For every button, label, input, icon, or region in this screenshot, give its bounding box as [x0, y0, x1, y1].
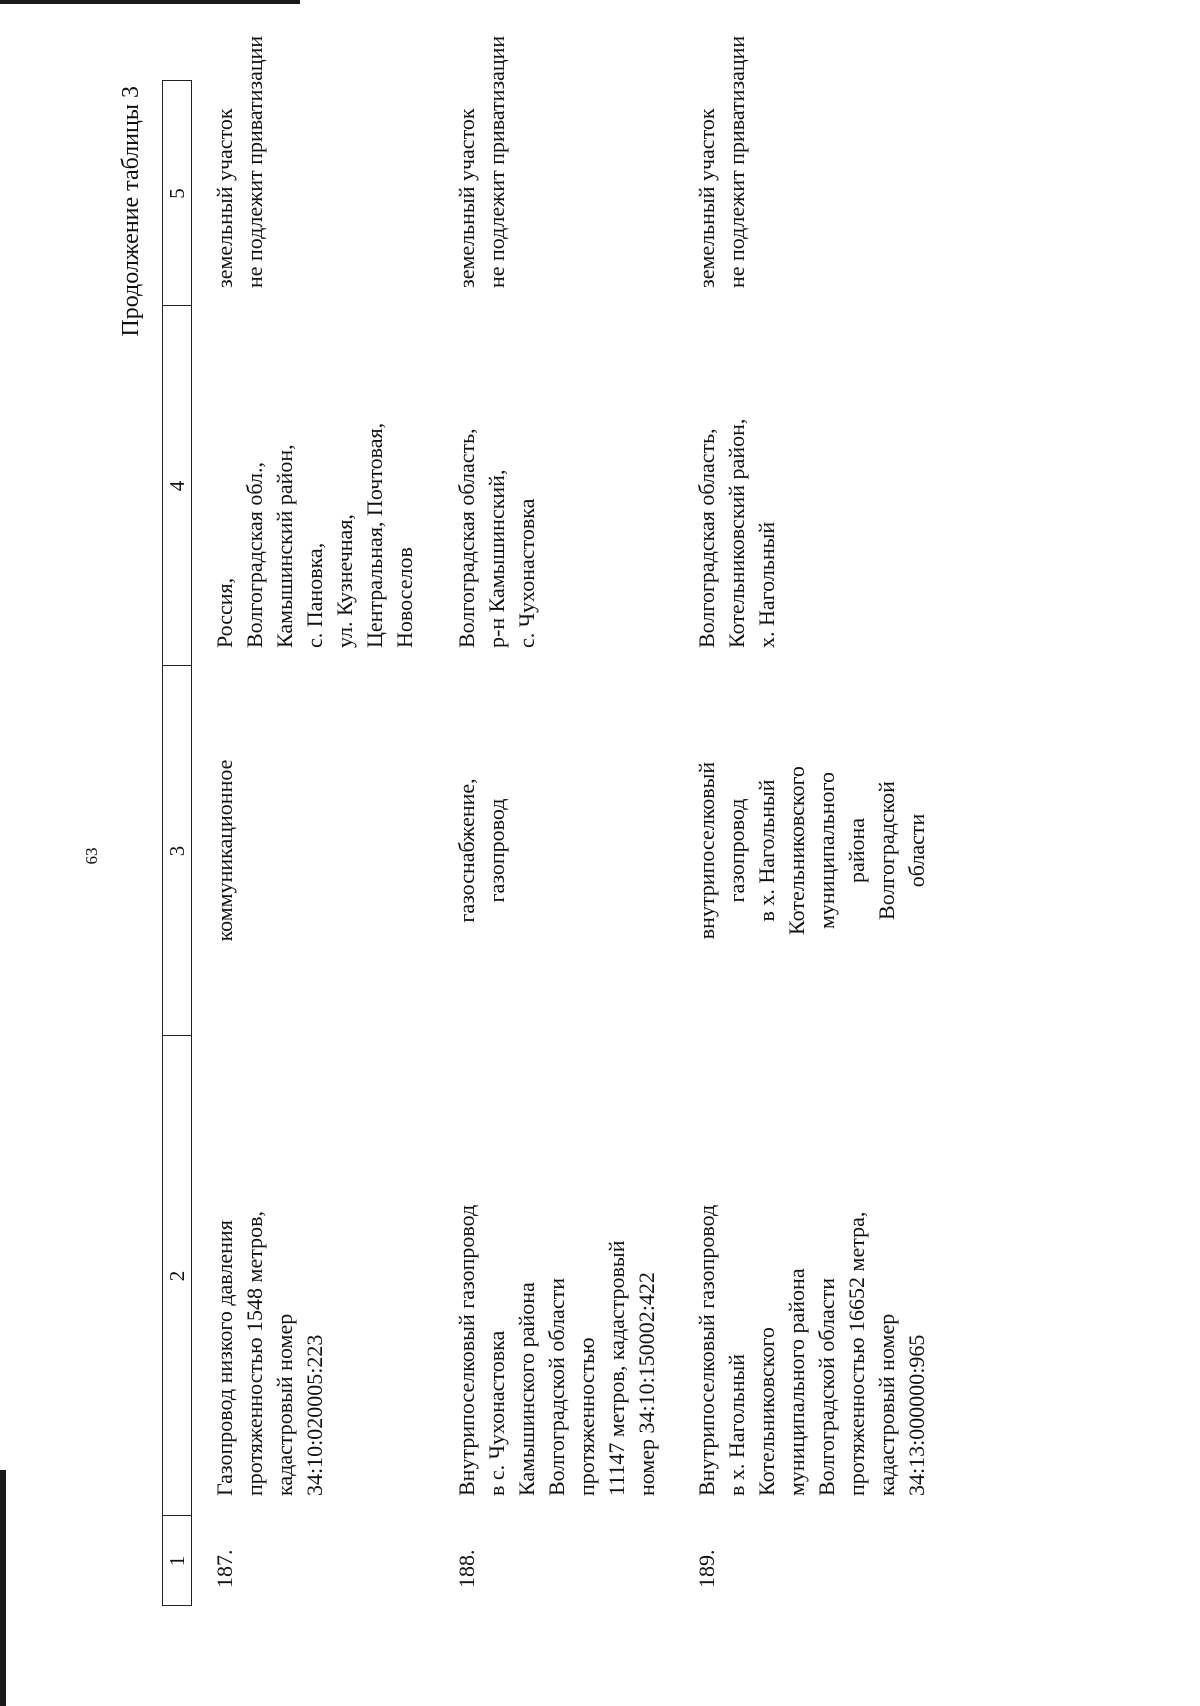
object-purpose: газоснабжение, газопровод	[454, 778, 509, 923]
object-purpose: внутрипоселковый газопровод в х. Нагольный Котельниковского муниципального района Волгоградской области	[694, 761, 929, 940]
header-col-1: 1	[165, 1555, 189, 1567]
object-description: Газопровод низкого давления протяженностью 1548 метров, кадастровый номер 34:10:020005:223	[212, 1210, 327, 1496]
header-col-5: 5	[165, 188, 189, 199]
object-purpose: коммуникационное	[212, 759, 237, 942]
table-header	[162, 80, 192, 1606]
table-continuation-label: Продолжение таблицы 3	[118, 86, 144, 337]
header-col-4: 4	[165, 480, 189, 492]
row-number: 188.	[454, 1549, 479, 1588]
object-description: Внутрипоселковый газопровод в х. Нагольный Котельниковского муниципального района Волгоградской области протяженностью 16652 метра, кадастровый номер 34:13:000000:965	[694, 1204, 929, 1496]
page-number: 63	[82, 847, 101, 865]
object-note: земельный участок не подлежит приватизации	[454, 35, 509, 288]
row-number: 189.	[694, 1549, 719, 1588]
object-description: Внутрипоселковый газопровод в с. Чухонастовка Камышинского района Волгоградской области протяженностью 11147 метров, кадастровый номер 34:10:150002:422	[454, 1204, 659, 1496]
object-note: земельный участок не подлежит приватизации	[694, 35, 749, 288]
row-number: 187.	[212, 1549, 237, 1588]
object-address: Волгоградская область, р-н Камышинский, с. Чухонастовка	[454, 428, 539, 648]
header-col-2: 2	[165, 1270, 189, 1282]
object-address: Волгоградская область, Котельниковский район, х. Нагольный	[694, 418, 779, 648]
object-address: Россия, Волгоградская обл., Камышинский район, с. Пановка, ул. Кузнечная, Центральная, Почтовая, Новоселов	[212, 422, 417, 648]
header-col-3: 3	[165, 845, 189, 857]
object-note: земельный участок не подлежит приватизации	[212, 35, 267, 288]
